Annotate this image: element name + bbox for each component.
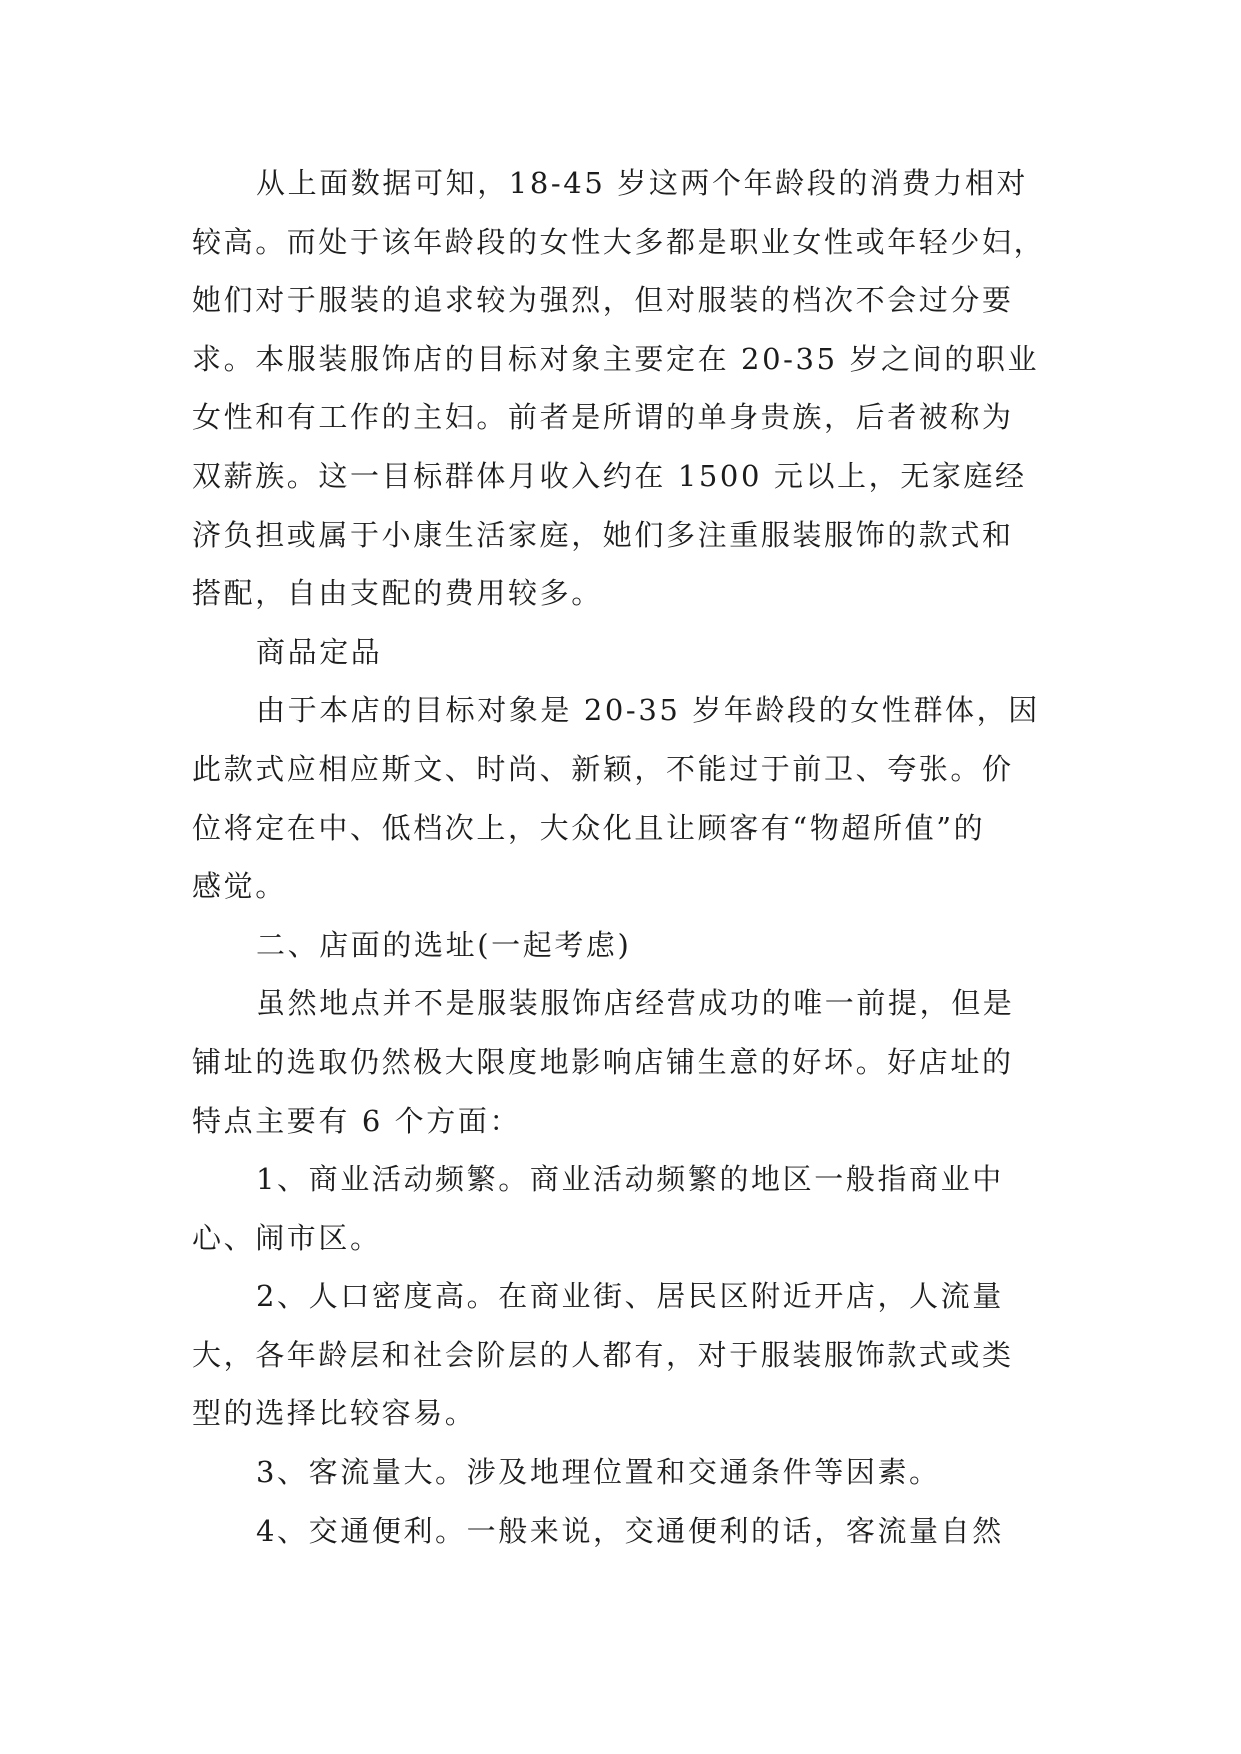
text-line: 她们对于服装的追求较为强烈，但对服装的档次不会过分要 — [192, 283, 1014, 318]
text-line: 济负担或属于小康生活家庭，她们多注重服装服饰的款式和 — [192, 517, 1014, 552]
text-line: 搭配，自由支配的费用较多。 — [192, 576, 603, 611]
text-line: 型的选择比较容易。 — [192, 1396, 477, 1431]
text-line: 较高。而处于该年龄段的女性大多都是职业女性或年轻少妇， — [192, 224, 1046, 259]
text-line: 从上面数据可知，18-45 岁这两个年龄段的消费力相对 — [256, 166, 1029, 200]
text-line: 双薪族。这一目标群体月收入约在 1500 元以上，无家庭经 — [192, 458, 1027, 493]
list-item: 1、商业活动频繁。商业活动频繁的地区一般指商业中 — [256, 1162, 1004, 1197]
list-item: 4、交通便利。一般来说，交通便利的话，客流量自然 — [256, 1513, 1004, 1548]
text-line: 特点主要有 6 个方面： — [192, 1103, 522, 1138]
text-line: 铺址的选取仍然极大限度地影响店铺生意的好坏。好店址的 — [192, 1044, 1014, 1079]
section-heading: 二、店面的选址(一起考虑) — [256, 927, 632, 962]
text-line: 大，各年龄层和社会阶层的人都有，对于服装服饰款式或类 — [192, 1337, 1014, 1372]
text-line: 女性和有工作的主妇。前者是所谓的单身贵族，后者被称为 — [192, 400, 1014, 435]
section-heading: 商品定品 — [256, 634, 383, 669]
text-line: 位将定在中、低档次上，大众化且让顾客有“物超所值”的 — [192, 810, 986, 845]
document-body — [192, 154, 1052, 1560]
text-line: 此款式应相应斯文、时尚、新颖，不能过于前卫、夸张。价 — [192, 751, 1014, 786]
text-line: 求。本服装服饰店的目标对象主要定在 20-35 岁之间的职业 — [192, 341, 1040, 376]
text-line: 虽然地点并不是服装服饰店经营成功的唯一前提，但是 — [256, 986, 1015, 1021]
text-line: 心、闹市区。 — [192, 1220, 382, 1255]
list-item: 3、客流量大。涉及地理位置和交通条件等因素。 — [256, 1455, 941, 1490]
text-line: 由于本店的目标对象是 20-35 岁年龄段的女性群体，因 — [256, 693, 1040, 728]
list-item: 2、人口密度高。在商业街、居民区附近开店，人流量 — [256, 1279, 1004, 1314]
text-line: 感觉。 — [192, 869, 287, 904]
